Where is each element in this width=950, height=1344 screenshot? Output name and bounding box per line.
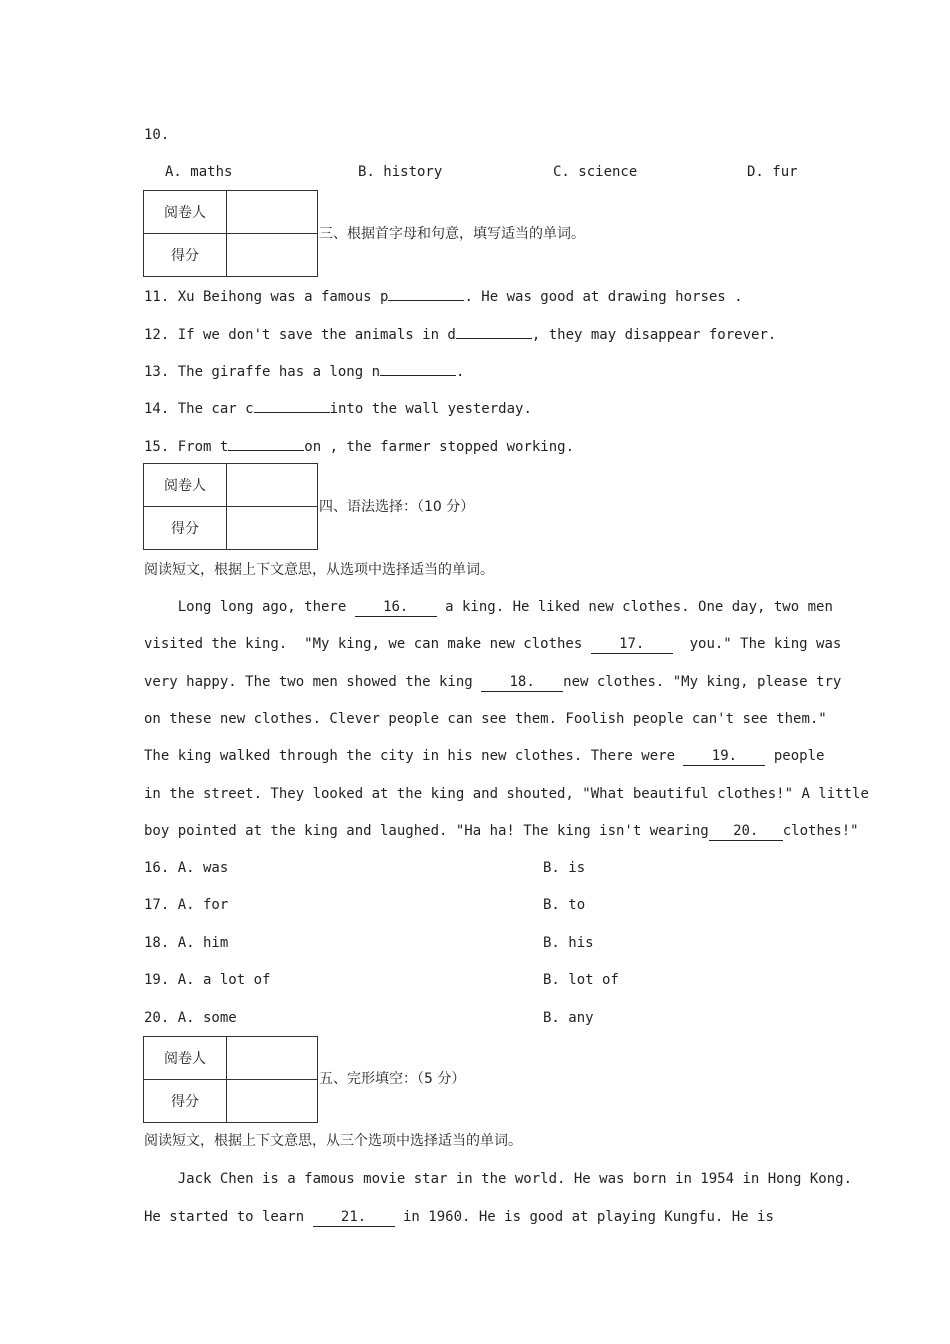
- q10-option-c: C. science: [553, 164, 638, 180]
- score-table-section3: [143, 190, 318, 277]
- section3-title: 三、根据首字母和句意，填写适当的单词。: [319, 226, 585, 242]
- section3-item-11: 11. Xu Beihong was a famous p . He was good at drawing horses .: [144, 286, 743, 307]
- blank-20: 20.: [709, 823, 783, 841]
- section3-item-15: 15. From t on , the farmer stopped working.: [144, 436, 574, 457]
- blank-21: 21.: [313, 1209, 395, 1227]
- score-label: 得分: [144, 507, 227, 550]
- q19-option-a: 19. A. a lot of: [144, 972, 271, 988]
- reviewer-cell: [227, 464, 318, 507]
- section5-passage-line: He started to learn 21. in 1960. He is good at playing Kungfu. He is: [144, 1209, 774, 1225]
- score-label: 得分: [144, 1080, 227, 1123]
- score-cell: [227, 507, 318, 550]
- q17-option-b: B. to: [543, 897, 586, 913]
- blank-11: [388, 286, 464, 301]
- question-10-number: 10.: [144, 127, 170, 143]
- section4-passage-line: on these new clothes. Clever people can see them. Foolish people can't see them.": [144, 711, 827, 727]
- section3-item-12: 12. If we don't save the animals in d , they may disappear forever.: [144, 324, 776, 345]
- blank-19: 19.: [683, 748, 765, 766]
- section5-passage-line: Jack Chen is a famous movie star in the world. He was born in 1954 in Hong Kong.: [144, 1171, 853, 1187]
- section4-instruction: 阅读短文，根据上下文意思，从选项中选择适当的单词。: [144, 562, 494, 578]
- blank-13: [380, 361, 456, 376]
- q10-option-d: D. fur: [747, 164, 798, 180]
- section4-passage-line: in the street. They looked at the king and shouted, "What beautiful clothes!" A little: [144, 786, 869, 802]
- score-label: 得分: [144, 234, 227, 277]
- score-cell: [227, 1080, 318, 1123]
- blank-14: [254, 398, 330, 413]
- q18-option-a: 18. A. him: [144, 935, 229, 951]
- blank-12: [456, 324, 532, 339]
- q18-option-b: B. his: [543, 935, 594, 951]
- section5-instruction: 阅读短文，根据上下文意思，从三个选项中选择适当的单词。: [144, 1133, 522, 1149]
- q16-option-a: 16. A. was: [144, 860, 229, 876]
- blank-17: 17.: [591, 636, 673, 654]
- section4-passage-line: visited the king. "My king, we can make new clothes 17. you." The king was: [144, 636, 842, 652]
- score-cell: [227, 234, 318, 277]
- score-table-section5: [143, 1036, 318, 1123]
- reviewer-cell: [227, 191, 318, 234]
- section4-title: 四、语法选择：（10 分）: [319, 499, 475, 515]
- reviewer-label: 阅卷人: [144, 464, 227, 507]
- score-table-section4: [143, 463, 318, 550]
- blank-15: [228, 436, 304, 451]
- section4-passage-line: Long long ago, there 16. a king. He liked new clothes. One day, two men: [144, 599, 833, 615]
- q16-option-b: B. is: [543, 860, 586, 876]
- section4-passage-line: very happy. The two men showed the king 18. new clothes. "My king, please try: [144, 674, 842, 690]
- section3-item-14: 14. The car c into the wall yesterday.: [144, 398, 532, 419]
- q20-option-b: B. any: [543, 1010, 594, 1026]
- reviewer-label: 阅卷人: [144, 191, 227, 234]
- section5-title: 五、完形填空：（5 分）: [319, 1071, 466, 1087]
- q19-option-b: B. lot of: [543, 972, 619, 988]
- section4-passage-line: boy pointed at the king and laughed. "Ha ha! The king isn't wearing 20. clothes!": [144, 823, 859, 839]
- blank-18: 18.: [481, 674, 563, 692]
- q20-option-a: 20. A. some: [144, 1010, 237, 1026]
- reviewer-cell: [227, 1037, 318, 1080]
- section3-item-13: 13. The giraffe has a long n .: [144, 361, 464, 382]
- reviewer-label: 阅卷人: [144, 1037, 227, 1080]
- q10-option-a: A. maths: [165, 164, 233, 180]
- q10-option-b: B. history: [358, 164, 443, 180]
- section4-passage-line: The king walked through the city in his new clothes. There were 19. people: [144, 748, 825, 764]
- q17-option-a: 17. A. for: [144, 897, 229, 913]
- blank-16: 16.: [355, 599, 437, 617]
